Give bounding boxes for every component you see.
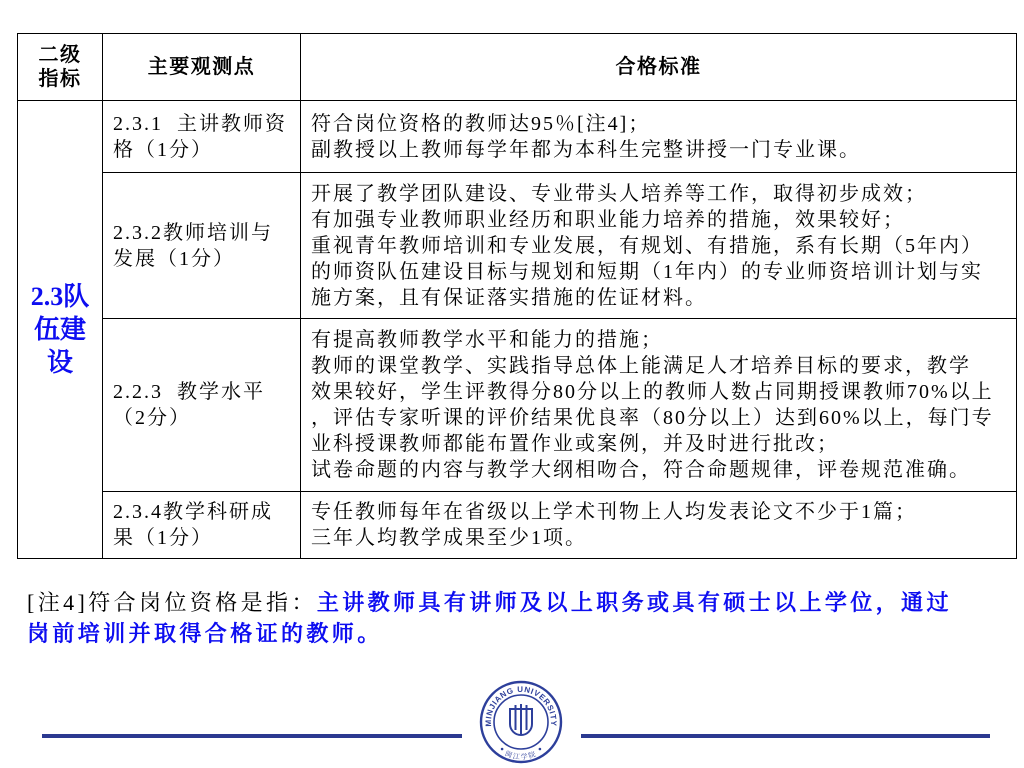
criteria-cell bbox=[301, 101, 1017, 173]
criteria-cell bbox=[301, 492, 1017, 559]
footnote-highlight: 岗前培训并取得合格证的教师。 bbox=[27, 621, 383, 646]
observation-cell bbox=[103, 173, 301, 319]
observation-line: 2.2.3 教学水平 bbox=[113, 381, 265, 403]
criteria-line: 副教授以上教师每学年都为本科生完整讲授一门专业课。 bbox=[311, 138, 861, 161]
header-indicator-line: 指标 bbox=[38, 68, 82, 90]
header-observation-cell: 主要观测点 bbox=[103, 34, 301, 101]
footnote-prefix: [注4]符合岗位资格是指： bbox=[27, 590, 317, 615]
observation-line: 2.3.2教师培训与 bbox=[113, 221, 273, 244]
observation-line: 2.3.4教学科研成 bbox=[113, 501, 273, 523]
seal-dot-icon bbox=[539, 748, 542, 751]
seal-dot-icon bbox=[501, 748, 504, 751]
observation-line: 发展（1分） bbox=[113, 247, 235, 270]
section-title-cell bbox=[18, 101, 103, 559]
criteria-line: 效果较好，学生评教得分80分以上的教师人数占同期授课教师70%以上 bbox=[311, 381, 994, 403]
criteria-line: 重视青年教师培训和专业发展，有规划、有措施，系有长期（5年内） bbox=[311, 234, 983, 257]
criteria-line: 业科授课教师都能布置作业或案例，并及时进行批改； bbox=[311, 433, 839, 455]
criteria-line: 有加强专业教师职业经历和职业能力培养的措施，效果较好； bbox=[311, 208, 905, 231]
header-indicator-line: 二级 bbox=[38, 44, 82, 66]
header-indicator-cell bbox=[18, 34, 103, 101]
footnote-highlight: 主讲教师具有讲师及以上职务或具有硕士以上学位，通过 bbox=[316, 590, 952, 615]
university-seal-icon bbox=[479, 680, 563, 764]
table-header-row bbox=[18, 34, 1017, 101]
criteria-line: 专任教师每年在省级以上学术刊物上人均发表论文不少于1篇； bbox=[311, 501, 917, 523]
criteria-line: 三年人均教学成果至少1项。 bbox=[311, 527, 587, 549]
observation-line: （2分） bbox=[113, 407, 191, 429]
section-title-line: 2.3队 bbox=[30, 282, 90, 311]
criteria-line: ，评估专家听课的评价结果优良率（80分以上）达到60%以上，每门专 bbox=[311, 407, 994, 429]
table-row bbox=[18, 319, 1017, 492]
table-row bbox=[18, 173, 1017, 319]
observation-line: 果（1分） bbox=[113, 527, 213, 549]
criteria-table bbox=[17, 33, 1017, 559]
criteria-line: 符合岗位资格的教师达95％[注4]； bbox=[311, 112, 651, 135]
criteria-line: 有提高教师教学水平和能力的措施； bbox=[311, 329, 663, 351]
observation-cell bbox=[103, 492, 301, 559]
table-row bbox=[18, 492, 1017, 559]
divider-right bbox=[581, 734, 990, 738]
observation-cell bbox=[103, 101, 301, 173]
table-row bbox=[18, 101, 1017, 173]
university-logo bbox=[479, 680, 563, 764]
criteria-line: 施方案，且有保证落实措施的佐证材料。 bbox=[311, 286, 707, 309]
criteria-line: 的师资队伍建设目标与规划和短期（1年内）的专业师资培训计划与实 bbox=[311, 260, 983, 283]
criteria-line: 开展了教学团队建设、专业带头人培养等工作，取得初步成效； bbox=[311, 182, 927, 205]
footnote-line bbox=[27, 587, 1017, 618]
observation-cell bbox=[103, 319, 301, 492]
section-title-line: 伍建 bbox=[33, 315, 86, 344]
observation-line: 格（1分） bbox=[113, 138, 213, 161]
criteria-line: 试卷命题的内容与教学大纲相吻合，符合命题规律，评卷规范准确。 bbox=[311, 459, 971, 481]
header-criteria-cell: 合格标准 bbox=[301, 34, 1017, 101]
divider-left bbox=[42, 734, 462, 738]
seal-name-text: MINJIANG UNIVERSITY bbox=[483, 684, 559, 727]
section-title-line: 设 bbox=[46, 348, 73, 377]
seal-chinese-text: 闽江学院 bbox=[503, 749, 539, 762]
criteria-line: 教师的课堂教学、实践指导总体上能满足人才培养目标的要求，教学 bbox=[311, 355, 971, 377]
observation-line: 2.3.1 主讲教师资 bbox=[113, 112, 287, 135]
criteria-cell bbox=[301, 173, 1017, 319]
criteria-cell bbox=[301, 319, 1017, 492]
footnote bbox=[27, 587, 1017, 649]
